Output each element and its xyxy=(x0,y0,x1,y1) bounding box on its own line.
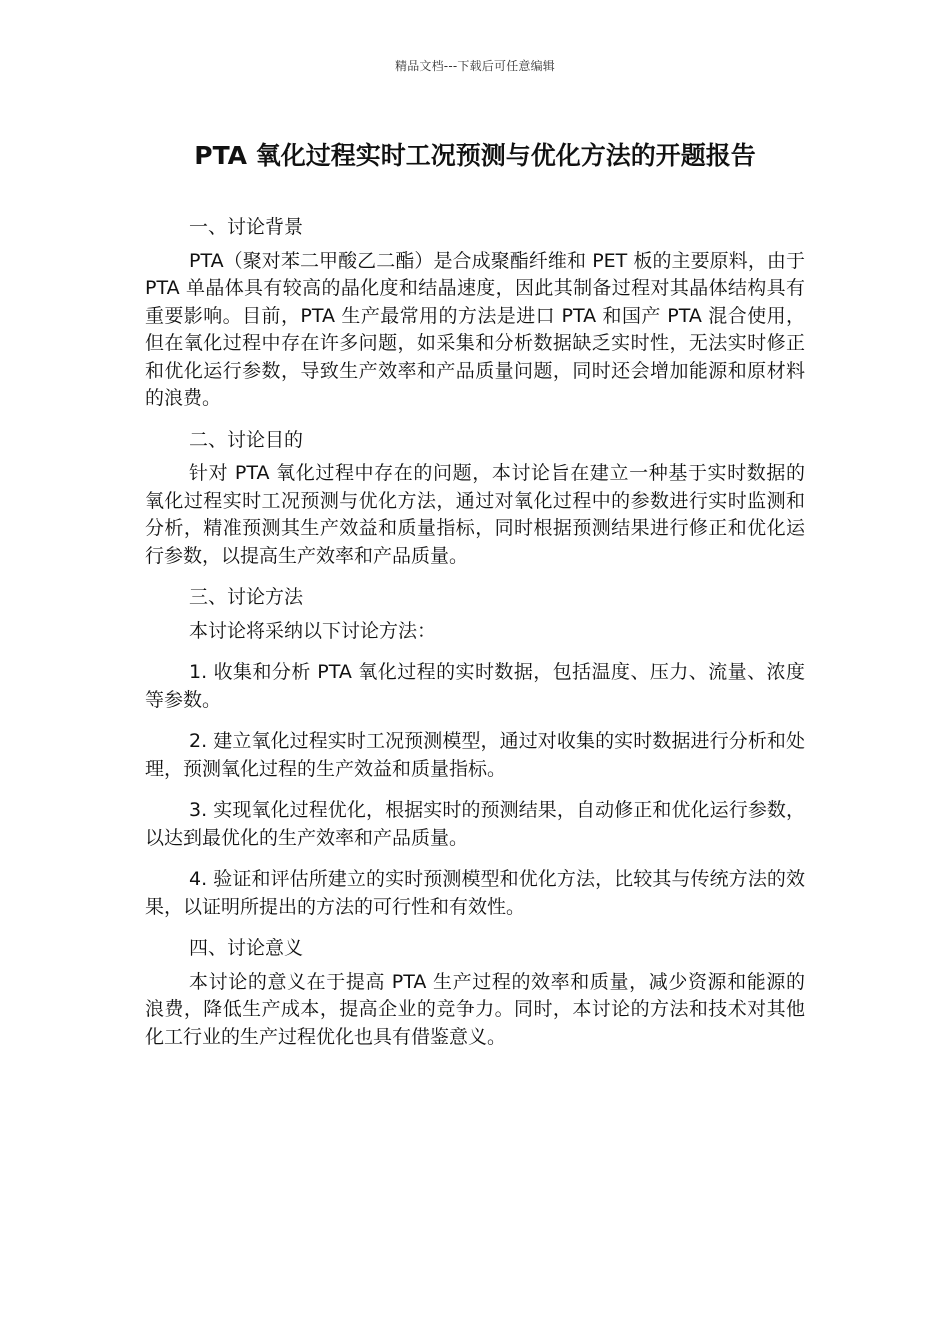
section-paragraph-significance: 本讨论的意义在于提高 PTA 生产过程的效率和质量，减少资源和能源的浪费，降低生产成本，提高企业的竞争力。同时，本讨论的方法和技术对其他化工行业的生产过程优化也具有借鉴意义。 xyxy=(145,970,805,1048)
section-heading-method: 三、讨论方法 xyxy=(189,586,304,608)
method-intro: 本讨论将采纳以下讨论方法： xyxy=(189,619,437,642)
section-paragraph-background: PTA（聚对苯二甲酸乙二酯）是合成聚酯纤维和 PET 板的主要原料，由于 PTA 单晶体具有较高的晶化度和结晶速度，因此其制备过程对其晶体结构具有重要影响。目前，PTA 生产最常用的方法是进口 PTA 和国产 PTA 混合使用，但在氧化过程中存在许多问题，如采集和分析数据缺乏实时性，无法实时修正和优化运行参数，导致生产效率和产品质量问题，同时还会增加能源和原材料的浪费。 xyxy=(145,249,805,409)
method-item: 1. 收集和分析 PTA 氧化过程的实时数据，包括温度、压力、流量、浓度等参数。 xyxy=(145,661,805,711)
method-item: 4. 验证和评估所建立的实时预测模型和优化方法，比较其与传统方法的效果，以证明所提出的方法的可行性和有效性。 xyxy=(145,868,805,918)
section-heading-significance: 四、讨论意义 xyxy=(189,937,304,959)
document-body xyxy=(145,214,805,1065)
document-title: PTA 氧化过程实时工况预测与优化方法的开题报告 xyxy=(194,141,756,170)
method-item: 3. 实现氧化过程优化，根据实时的预测结果，自动修正和优化运行参数，以达到最优化的生产效率和产品质量。 xyxy=(145,799,805,849)
section-heading-background: 一、讨论背景 xyxy=(189,216,304,238)
page-header-note: 精品文档---下载后可任意编辑 xyxy=(395,59,555,73)
section-paragraph-purpose: 针对 PTA 氧化过程中存在的问题，本讨论旨在建立一种基于实时数据的氧化过程实时工况预测与优化方法，通过对氧化过程中的参数进行实时监测和分析，精准预测其生产效益和质量指标，同时根据预测结果进行修正和优化运行参数，以提高生产效率和产品质量。 xyxy=(145,462,805,567)
section-heading-purpose: 二、讨论目的 xyxy=(189,428,304,451)
method-item: 2. 建立氧化过程实时工况预测模型，通过对收集的实时数据进行分析和处理，预测氧化过程的生产效益和质量指标。 xyxy=(145,730,805,780)
